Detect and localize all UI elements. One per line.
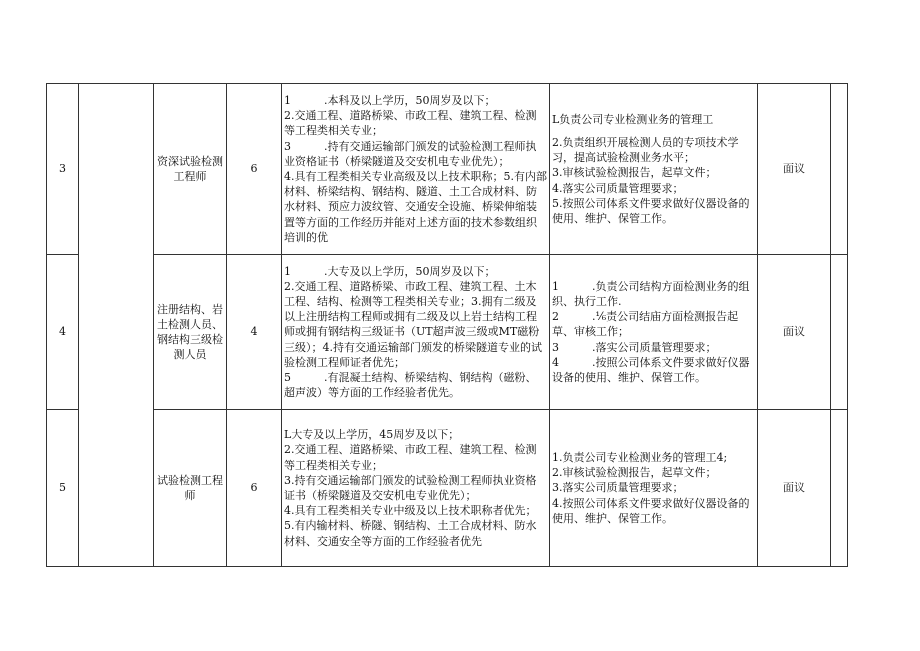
hiring-count: 6 [227,84,282,255]
row-index: 4 [47,255,79,410]
duties-cell [550,255,758,410]
requirement-line: 3.持有交通运输部门颁发的试验检测工程师执业资格证书（桥梁隧道及交安机电专业优先）； [284,473,537,502]
requirements-cell [282,84,550,255]
duty-line: 3 .落实公司质量管理要求； [552,340,717,354]
position-title: 资深试验检测工程师 [154,84,227,255]
requirements-cell [282,255,550,410]
requirement-line: 4.具有工程类相关专业高级及以上技术职称；5.有内部材料、桥梁结构、钢结构、隧道、土工合成材料、防水材料、预应力波纹管、交通安全设施、桥梁伸缩装置等方面的工作经历并能对上述方面的技术参数组织培训的优 [284,170,547,244]
duty-line: 3.审核试验检测报告，起草文件； [552,166,717,180]
hiring-count: 6 [227,410,282,567]
duties-cell [550,410,758,567]
duty-line: 3.落实公司质量管理要求； [552,481,684,495]
position-title: 注册结构、岩土检测人员、钢结构三级检测人员 [154,255,227,410]
recruitment-table [46,83,848,567]
requirement-line: 3 .持有交通运输部门颁发的试验检测工程师执业资格证书（桥梁隧道及交安机电专业优先）； [284,139,537,168]
duty-line: 5.按照公司体系文件要求做好仪器设备的使用、维护、保管工作。 [552,196,750,225]
duty-line: 2.审核试验检测报告，起草文件； [552,466,717,480]
table-row [47,84,848,255]
requirement-line: 1 .本科及以上学历，50周岁及以下； [284,93,496,107]
salary-method: 面议 [758,255,831,410]
requirement-line: L大专及以上学历，45周岁及以下； [284,428,460,442]
requirement-line: 1 .大专及以上学历，50周岁及以下； [284,264,496,278]
blank-cell [831,410,848,567]
salary-method: 面议 [758,84,831,255]
requirement-line: 2.交通工程、道路桥梁、市政工程、建筑工程、检测等工程类相关专业； [284,109,537,138]
hiring-count: 4 [227,255,282,410]
requirement-line: 2.交通工程、道路桥梁、市政工程、建筑工程、检测等工程类相关专业； [284,443,537,472]
requirement-line: 5.有内输材料、桥隧、钢结构、土工合成材料、防水材料、交通安全等方面的工作经验者优先 [284,519,537,548]
duty-line: 1 .负责公司结构方面检测业务的组织、执行工作. [552,279,750,308]
duty-line: L负责公司专业检测业务的管理工 [552,112,714,126]
row-index: 3 [47,84,79,255]
requirement-line: 5 .有混凝土结构、桥梁结构、钢结构（磁粉、超声波）等方面的工作经验者优先。 [284,371,537,400]
duty-line: 4.落实公司质量管理要求； [552,181,684,195]
duties-cell [550,84,758,255]
requirement-line: 2.交通工程、道路桥梁、市政工程、建筑工程、土木工程、结构、检测等工程类相关专业；3.拥有二级及以上注册结构工程师或拥有二级及以上岩土结构工程师或拥有钢结构三级证书（UT超声波三级或MT磁粉三级）；4.持有交通运输部门颁发的桥梁隧道专业的试验检测工程师证者优先； [284,279,542,369]
duty-line: 4.按照公司体系文件要求做好仪器设备的使用、维护、保管工作。 [552,496,750,525]
position-title: 试验检测工程师 [154,410,227,567]
blank-cell [831,84,848,255]
requirements-cell [282,410,550,567]
duty-line: 2.负责组织开展检测人员的专项技术学习，提高试验检测业务水平； [552,135,739,165]
duty-line: 1.负责公司专业检测业务的管理工4; [552,450,728,464]
salary-method: 面议 [758,410,831,567]
blank-cell [831,255,848,410]
requirement-line: 4.具有工程类相关专业中级及以上技术职称者优先； [284,504,537,518]
duty-line: 2 .⅙责公司结庙方面检测报告起草、审核工作； [552,310,739,339]
row-index: 5 [47,410,79,567]
duty-line: 4 .按照公司体系文件要求做好仪器设备的使用、维护、保管工作。 [552,355,750,384]
table-row [47,410,848,567]
table-row [47,255,848,410]
merged-blank-cell [79,84,154,567]
